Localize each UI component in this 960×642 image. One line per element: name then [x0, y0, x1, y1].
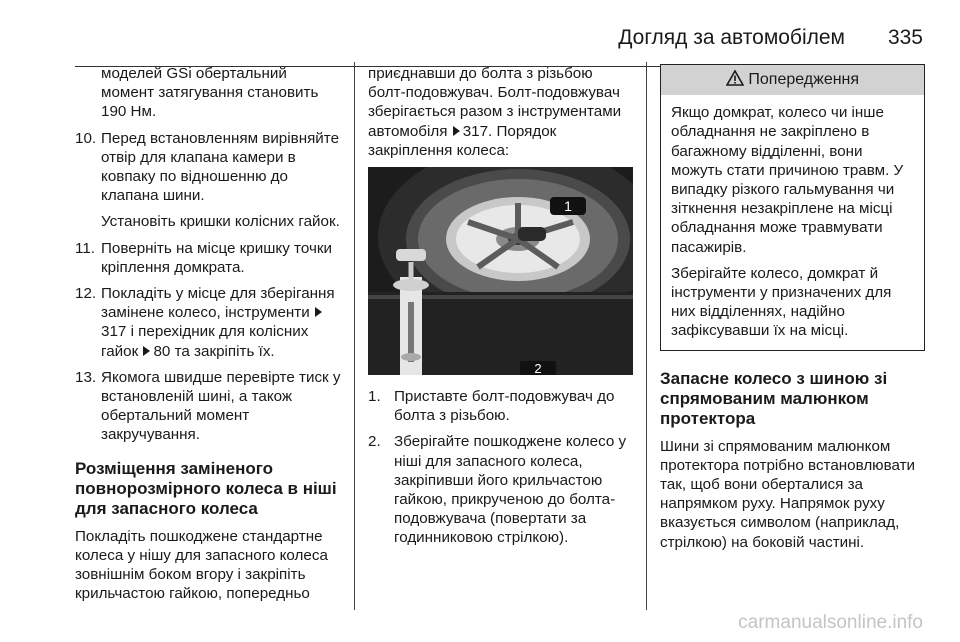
list-item: 10. Перед встановленням вирівняйте отвір для клапана камери в ковпаку по відношенню до клапана шини. [75, 129, 340, 205]
intro-text: моделей GSi обертальний момент затягування становить 190 Нм. [101, 65, 319, 121]
list-item: 12. Покладіть у місце для зберігання замінене колесо, інструменти 317 і перехідник для колісних гайок 80 та закріпіть їх. [75, 285, 335, 360]
page-reference-icon [315, 307, 322, 317]
column-divider-2 [646, 62, 647, 610]
page-reference-icon [453, 126, 460, 136]
warning-icon [726, 70, 744, 86]
section-heading: Розміщення заміненого повнорозмірного колеса в ніші для запасного колеса [75, 458, 337, 518]
list-item: 13. Якомога швидше перевірте тиск у встановленій шині, а також обертальний момент закручування. [75, 368, 341, 444]
body-paragraph: приєднавши до болта з різьбою болт-подовжувач. Болт-подовжувач зберігається разом з інструментами автомобіля 317. Порядок закріплення колеса: [368, 65, 622, 159]
body-paragraph: Шини зі спрямованим малюнком протектора потрібно встановлювати так, щоб вони оберталися за напрямком руху. Напрямок руху вказується символом (наприклад, стрілкою) на боковій частині. [660, 437, 916, 551]
list-item: 11. Поверніть на місце кришку точки кріплення домкрата. [75, 239, 332, 276]
list-item: 1. Приставте болт-подовжувач до болта з різьбою. [368, 388, 615, 425]
list-item: 2. Зберігайте пошкоджене колесо у ніші для запасного колеса, закріпивши його крильчастою гайкою, прикрученою до болта-подовжувача (повертати за годинниковою стрілкою). [368, 433, 627, 547]
figure-label-2: 2 [534, 361, 542, 376]
watermark: carmanualsonline.info [738, 612, 923, 633]
warning-text: Зберігайте колесо, домкрат й інструменти у призначених для них відділеннях, надійно зафіксувавши їх на місці. [671, 264, 892, 340]
page-reference[interactable]: 80 [153, 342, 171, 360]
section-title: Догляд за автомобілем [618, 26, 845, 49]
page-reference[interactable]: 317. [462, 122, 493, 140]
warning-box [660, 64, 925, 351]
column-1 [75, 64, 341, 610]
page-reference-icon [143, 346, 150, 356]
warning-header [661, 65, 924, 95]
column-divider-1 [354, 62, 355, 610]
page-reference[interactable]: 317 [101, 323, 127, 341]
column-2 [368, 64, 633, 555]
warning-body [661, 95, 924, 349]
body-paragraph: Покладіть пошкоджене стандартне колеса у нішу для запасного колеса зовнішнім боком вгору і закріпіть крильчастою гайкою, попередньо [75, 527, 328, 603]
spare-wheel-figure [368, 167, 633, 375]
page-number: 335 [887, 26, 923, 49]
warning-title: Попередження [748, 71, 860, 88]
figure-label-1: 1 [564, 198, 572, 215]
list-item-subtext: Установіть кришки колісних гайок. [101, 213, 340, 231]
spare-wheel-illustration [368, 167, 633, 375]
warning-text: Якщо домкрат, колесо чи інше обладнання не закріплено в багажному відділенні, вони можуть стати причиною травм. У випадку різкого гальмування чи зіткнення незакріплене на місці обладнання може травмувати пасажирів. [671, 104, 904, 256]
section-heading: Запасне колесо з шиною зі спрямованим малюнком протектора [660, 368, 888, 428]
page-header [0, 22, 960, 52]
column-3 [660, 64, 925, 559]
